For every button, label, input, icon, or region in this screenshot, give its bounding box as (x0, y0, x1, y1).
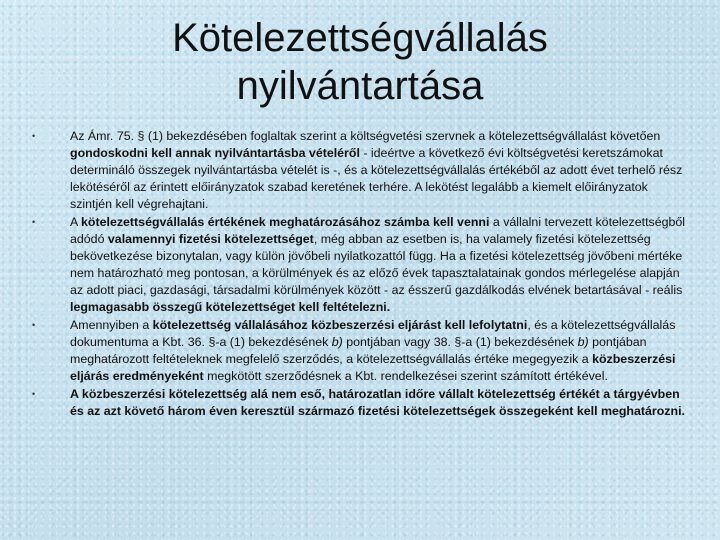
bullet-item-1 (28, 128, 688, 213)
bullet-text (70, 215, 685, 314)
text-segment: pontjában meghatározott feltételeknek megfelelő szerződés, a kötelezettségvállalás értéke megegyezik a (70, 335, 647, 366)
text-segment: , még abban az esetben is, ha valamely fizetési kötelezettség bekövetkezése bizonytalan, vagy külön jövőbeli nyilatkozattól függ. Ha a fizetési kötelezettség jövőbeni mértéke nem határozható meg pontosan, a körülmények és az előző évek tapasztalatainak gondos mérlegelése alapján az adott piaci, gazdasági, társadalmi körülmények között - az ésszerű gazdálkodás elvének betartásával - reális (70, 232, 683, 297)
slide-title (0, 14, 720, 110)
bullet-icon: • (32, 389, 36, 399)
text-segment: pontjában vagy 38. §-a (1) bekezdésének (342, 335, 578, 349)
text-segment: Amennyiben a (70, 318, 153, 332)
text-segment: a vállalni tervezett kötelezettségből adódó (70, 215, 686, 246)
bullet-text (70, 318, 675, 383)
text-segment: kötelezettségvállalás értékének meghatározásához számba kell venni (81, 215, 490, 229)
title-line-1: Kötelezettségvállalás (172, 16, 548, 60)
bullet-list (28, 128, 688, 421)
bullet-icon: • (32, 131, 36, 141)
bullet-item-3 (28, 317, 688, 385)
text-segment: b) (331, 335, 343, 349)
text-segment: gondoskodni kell annak nyilvántartásba vételéről (70, 146, 360, 160)
text-segment: közbeszerzési eljárás eredményeként (70, 352, 676, 383)
text-segment: legmagasabb összegű kötelezettséget kell feltételezni. (70, 300, 391, 314)
text-segment: valamennyi fizetési kötelezettséget (107, 232, 314, 246)
text-segment: kötelezettség vállalásához közbeszerzési eljárást kell lefolytatni (152, 318, 528, 332)
text-segment: b) (577, 335, 589, 349)
bullet-item-2 (28, 214, 688, 316)
text-segment: A (70, 215, 82, 229)
bullet-item-4 (28, 386, 688, 420)
bullet-icon: • (32, 320, 36, 330)
text-segment: , és a kötelezettségvállalás dokumentuma a Kbt. 36. §-a (1) bekezdésének (70, 318, 676, 349)
bullet-text (70, 129, 682, 211)
text-segment: A közbeszerzési kötelezettség alá nem eső, határozatlan időre vállalt kötelezettség értékét a tárgyévben és az azt követő három éven keresztül származó fizetési kötelezettségek összegeként kell meghatározni. (70, 387, 685, 418)
bullet-icon: • (32, 217, 36, 227)
text-segment: megkötött szerződésnek a Kbt. rendelkezései szerint számított értékével. (203, 369, 608, 383)
title-line-2: nyilvántartása (236, 64, 484, 108)
text-segment: Az Ámr. 75. § (1) bekezdésében foglaltak szerint a költségvetési szervnek a kötelezettségvállalást követően (70, 129, 661, 143)
bullet-text (70, 387, 685, 418)
text-segment: - ideértve a következő évi költségvetési keretszámokat determináló összegek nyilvántartásba vételét is -, és a kötelezettségvállalás értékéből az adott évet terhelő rész lekötéséről az érintett előirányzatok szabad keretének terhére. A lekötést legalább a kiemelt előirányzatok szintjén kell végrehajtani. (70, 146, 683, 211)
